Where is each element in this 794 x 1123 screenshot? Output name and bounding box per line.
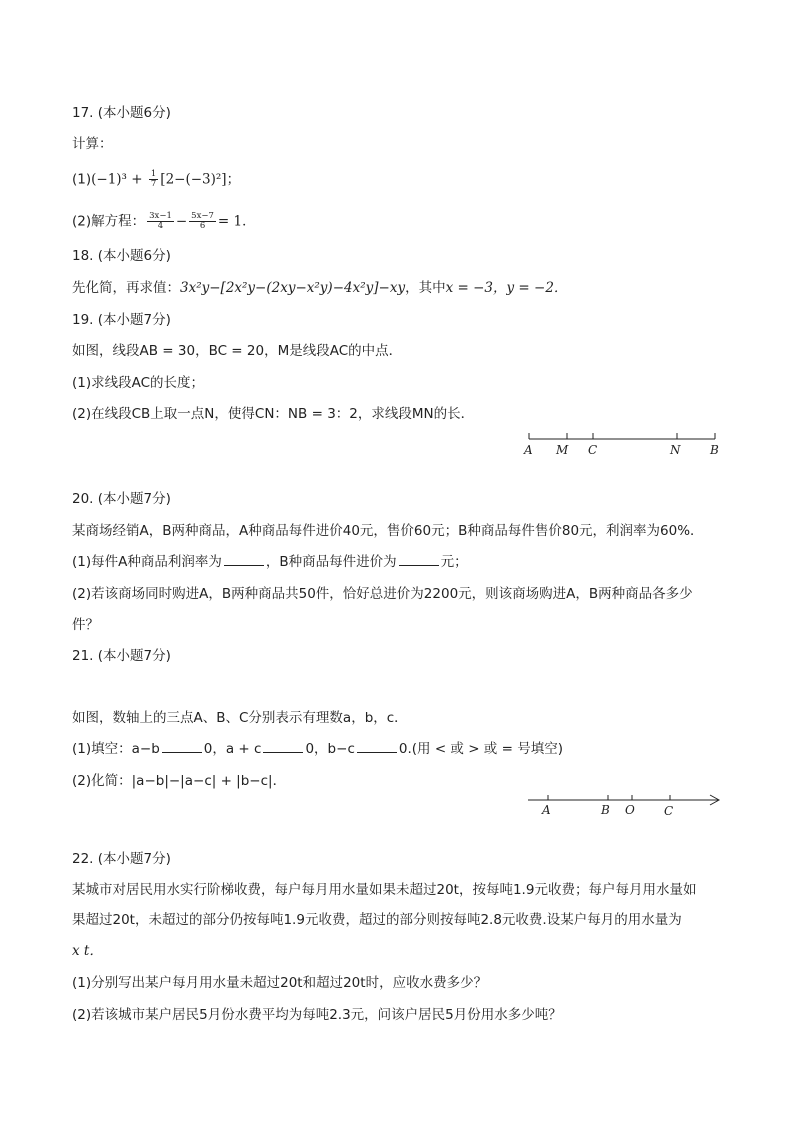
q20-part1-c: 元；: [440, 554, 468, 570]
q21-part2: (2)化简：|a−b|−|a−c| + |b−c|．: [72, 773, 287, 789]
q22-line1: 某城市对居民用水实行阶梯收费，每户每月用水量如果未超过20t，按每吨1.9元收费；每户每月用水量如: [72, 882, 697, 898]
q20-heading: 20. (本小题7分): [72, 491, 171, 507]
q17-part2-fraction-2: [189, 212, 216, 231]
point-label-a: A: [524, 443, 533, 457]
q20-part1-a: (1)每件A种商品利润率为: [72, 554, 222, 570]
point-label-a: A: [542, 803, 551, 817]
point-label-b: B: [710, 443, 719, 457]
fraction-numerator: 5x−7: [191, 211, 214, 221]
q19-segment-figure: [520, 426, 730, 462]
q17-part2: [72, 212, 256, 231]
fraction-denominator: 7: [150, 179, 157, 189]
q21-number-line: [522, 790, 727, 820]
q19-heading: 19. (本小题7分): [72, 312, 171, 328]
answer-blank: [224, 553, 264, 566]
q21-intro: 如图，数轴上的三点A、B、C分别表示有理数a，b，c．: [72, 710, 408, 726]
q17-part1-tail: [2−(−3)²]；: [160, 171, 241, 188]
q17-intro: 计算：: [72, 136, 113, 152]
q20-intro: 某商场经销A，B两种商品，A种商品每件进价40元，售价60元；B种商品每件售价80元，利润率为60%．: [72, 523, 704, 539]
point-label-m: M: [556, 443, 569, 457]
q17-part1-label: (1): [72, 171, 92, 188]
answer-blank: [357, 740, 397, 753]
q17-heading: 17. (本小题6分): [72, 105, 171, 121]
q18-text-a: 先化简，再求值：: [72, 280, 180, 296]
q19-intro: 如图，线段AB = 30，BC = 20，M是线段AC的中点．: [72, 343, 403, 359]
q17-part2-minus: −: [175, 213, 188, 230]
answer-blank: [162, 740, 202, 753]
q22-heading: 22. (本小题7分): [72, 851, 171, 867]
fraction-denominator: 6: [199, 221, 206, 231]
q18-body: [72, 279, 567, 297]
q17-part1-fraction: [149, 170, 158, 189]
q21-part1: [72, 740, 563, 758]
point-label-b: B: [601, 803, 610, 817]
q22-part1: (1)分别写出某户每月用水量未超过20t和超过20t时，应收水费多少？: [72, 975, 488, 991]
q22-line3: x t．: [72, 943, 103, 959]
q21-heading: 21. (本小题7分): [72, 648, 171, 664]
q22-line2: 果超过20t，未超过的部分仍按每吨1.9元收费，超过的部分则按每吨2.8元收费.设某户每月的用水量为: [72, 912, 682, 928]
q21-part1-c: 0，b−c: [305, 741, 355, 757]
q17-part2-tail: = 1．: [217, 213, 256, 230]
q20-part1: [72, 553, 468, 571]
q18-condition: x = −3，y = −2．: [445, 280, 568, 296]
q18-expression: 3x²y−[2x²y−(2xy−x²y)−4x²y]−xy: [180, 280, 406, 296]
q21-part1-a: (1)填空：a−b: [72, 741, 160, 757]
q19-part1: (1)求线段AC的长度；: [72, 375, 205, 391]
q17-part2-fraction-1: [147, 212, 174, 231]
point-label-o: O: [625, 803, 635, 817]
q18-text-b: ，其中: [405, 280, 446, 296]
q20-part2-line2: 件？: [72, 617, 99, 633]
q20-part2-line1: (2)若该商场同时购进A，B两种商品共50件，恰好总进价为2200元，则该商场购进A，B两种商品各多少: [72, 586, 693, 602]
point-label-c: C: [664, 804, 674, 818]
answer-blank: [399, 553, 439, 566]
q21-part1-b: 0，a + c: [203, 741, 262, 757]
answer-blank: [263, 740, 303, 753]
q20-part1-b: ，B种商品每件进价为: [265, 554, 397, 570]
fraction-numerator: 1: [150, 169, 157, 179]
fraction-denominator: 4: [157, 221, 164, 231]
q21-part1-d: 0.(用 < 或 > 或 = 号填空): [398, 741, 563, 757]
point-label-c: C: [588, 443, 598, 457]
point-label-n: N: [670, 443, 681, 457]
fraction-numerator: 3x−1: [149, 211, 172, 221]
q18-heading: 18. (本小题6分): [72, 248, 171, 264]
q17-part2-label: (2)解方程：: [72, 213, 146, 230]
q17-part1: [72, 170, 240, 189]
q17-part1-expr: (−1)³ +: [91, 171, 147, 188]
q19-part2: (2)在线段CB上取一点N，使得CN：NB = 3：2，求线段MN的长．: [72, 406, 475, 422]
q22-part2: (2)若该城市某户居民5月份水费平均为每吨2.3元，问该户居民5月份用水多少吨？: [72, 1007, 562, 1023]
